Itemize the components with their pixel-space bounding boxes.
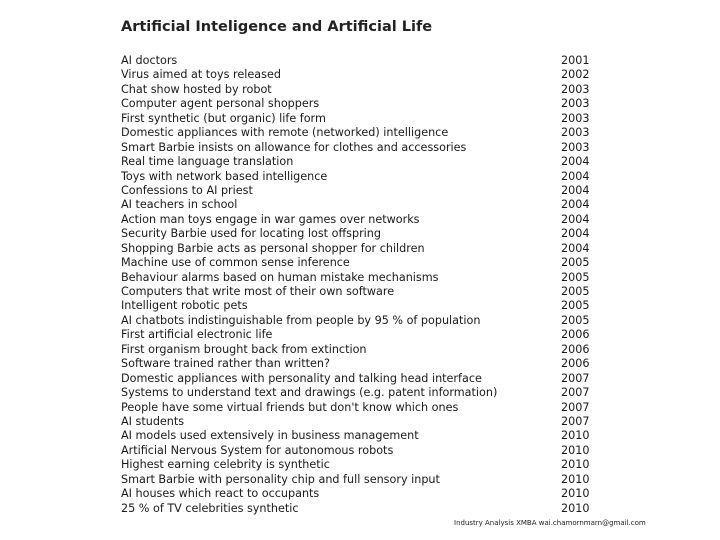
event-year: 2004	[561, 198, 590, 212]
event-year: 2004	[561, 212, 590, 226]
event-year: 2002	[561, 68, 590, 82]
list-item	[121, 83, 601, 97]
list-item	[121, 256, 601, 270]
event-year: 2005	[561, 285, 590, 298]
event-year: 2003	[561, 82, 590, 96]
event-year: 2010	[561, 487, 590, 501]
list-item	[121, 502, 601, 516]
event-text: AI students	[121, 414, 185, 428]
event-text: People have some virtual friends but don't know which ones	[121, 400, 459, 414]
list-item	[121, 285, 601, 299]
event-year: 2007	[561, 386, 590, 400]
event-year: 2010	[561, 458, 590, 472]
event-year: 2003	[561, 140, 590, 154]
event-year: 2003	[561, 126, 590, 140]
event-text: AI doctors	[121, 54, 178, 67]
list-item	[121, 458, 601, 472]
event-text: Machine use of common sense inference	[121, 256, 350, 270]
list-item	[121, 299, 601, 313]
event-text: 25 % of TV celebrities synthetic	[121, 501, 299, 515]
event-text: Confessions to AI priest	[121, 183, 253, 197]
event-text: AI models used extensively in business management	[121, 429, 419, 443]
event-year: 2007	[561, 400, 590, 414]
event-year: 2010	[561, 472, 590, 486]
event-text: Behaviour alarms based on human mistake mechanisms	[121, 270, 439, 284]
event-text: Shopping Barbie acts as personal shopper for children	[121, 241, 425, 255]
event-text: Highest earning celebrity is synthetic	[121, 458, 330, 472]
event-text: Chat show hosted by robot	[121, 82, 272, 96]
list-item	[121, 213, 601, 227]
event-text: AI teachers in school	[121, 198, 238, 212]
event-year: 2001	[561, 54, 590, 67]
event-text: Action man toys engage in war games over networks	[121, 212, 420, 226]
event-year: 2006	[561, 342, 590, 356]
event-year: 2010	[561, 429, 590, 443]
list-item	[121, 473, 601, 487]
list-item	[121, 97, 601, 111]
event-year: 2006	[561, 357, 590, 371]
event-text: Real time language translation	[121, 155, 294, 169]
event-year: 2010	[561, 443, 590, 457]
list-item	[121, 314, 601, 328]
list-item	[121, 386, 601, 400]
event-text: First synthetic (but organic) life form	[121, 111, 326, 125]
event-year: 2005	[561, 270, 590, 284]
list-item	[121, 401, 601, 415]
list-item	[121, 198, 601, 212]
event-text: Computers that write most of their own software	[121, 285, 395, 298]
event-text: First organism brought back from extinction	[121, 342, 367, 356]
event-text: AI chatbots indistinguishable from people by 95 % of population	[121, 313, 481, 327]
event-text: Domestic appliances with personality and talking head interface	[121, 371, 482, 385]
list-item	[121, 155, 601, 169]
event-text: Smart Barbie insists on allowance for clothes and accessories	[121, 140, 467, 154]
list-item	[121, 429, 601, 443]
event-year: 2005	[561, 313, 590, 327]
event-text: Toys with network based intelligence	[121, 169, 328, 183]
event-text: Software trained rather than written?	[121, 357, 330, 371]
list-item	[121, 68, 601, 82]
list-item	[121, 126, 601, 140]
event-year: 2003	[561, 111, 590, 125]
list-item	[121, 444, 601, 458]
event-text: Virus aimed at toys released	[121, 68, 281, 82]
list-item	[121, 487, 601, 501]
footer-text: Industry Analysis XMBA wai.chamornmarn@gmail.com	[454, 519, 646, 527]
page-title: Artificial Inteligence and Artificial Life	[121, 19, 433, 35]
event-year: 2004	[561, 183, 590, 197]
event-text: Artificial Nervous System for autonomous robots	[121, 443, 394, 457]
event-text: Intelligent robotic pets	[121, 299, 248, 313]
list-item	[121, 372, 601, 386]
list-item	[121, 227, 601, 241]
event-text: Computer agent personal shoppers	[121, 97, 320, 111]
list-item	[121, 112, 601, 126]
event-year: 2005	[561, 256, 590, 270]
event-year: 2006	[561, 328, 590, 342]
timeline-list	[121, 54, 601, 516]
event-text: Security Barbie used for locating lost offspring	[121, 227, 381, 241]
event-year: 2007	[561, 414, 590, 428]
event-year: 2007	[561, 371, 590, 385]
list-item	[121, 357, 601, 371]
event-text: Systems to understand text and drawings (e.g. patent information)	[121, 386, 498, 400]
event-year: 2005	[561, 299, 590, 313]
list-item	[121, 54, 601, 68]
event-year: 2004	[561, 155, 590, 169]
event-year: 2004	[561, 227, 590, 241]
event-text: Smart Barbie with personality chip and full sensory input	[121, 472, 440, 486]
list-item	[121, 328, 601, 342]
event-text: First artificial electronic life	[121, 328, 273, 342]
event-text: Domestic appliances with remote (networked) intelligence	[121, 126, 449, 140]
list-item	[121, 343, 601, 357]
event-year: 2004	[561, 169, 590, 183]
event-text: AI houses which react to occupants	[121, 487, 320, 501]
list-item	[121, 170, 601, 184]
list-item	[121, 271, 601, 285]
event-year: 2010	[561, 501, 590, 515]
event-year: 2004	[561, 241, 590, 255]
list-item	[121, 242, 601, 256]
list-item	[121, 184, 601, 198]
event-year: 2003	[561, 97, 590, 111]
list-item	[121, 415, 601, 429]
list-item	[121, 141, 601, 155]
